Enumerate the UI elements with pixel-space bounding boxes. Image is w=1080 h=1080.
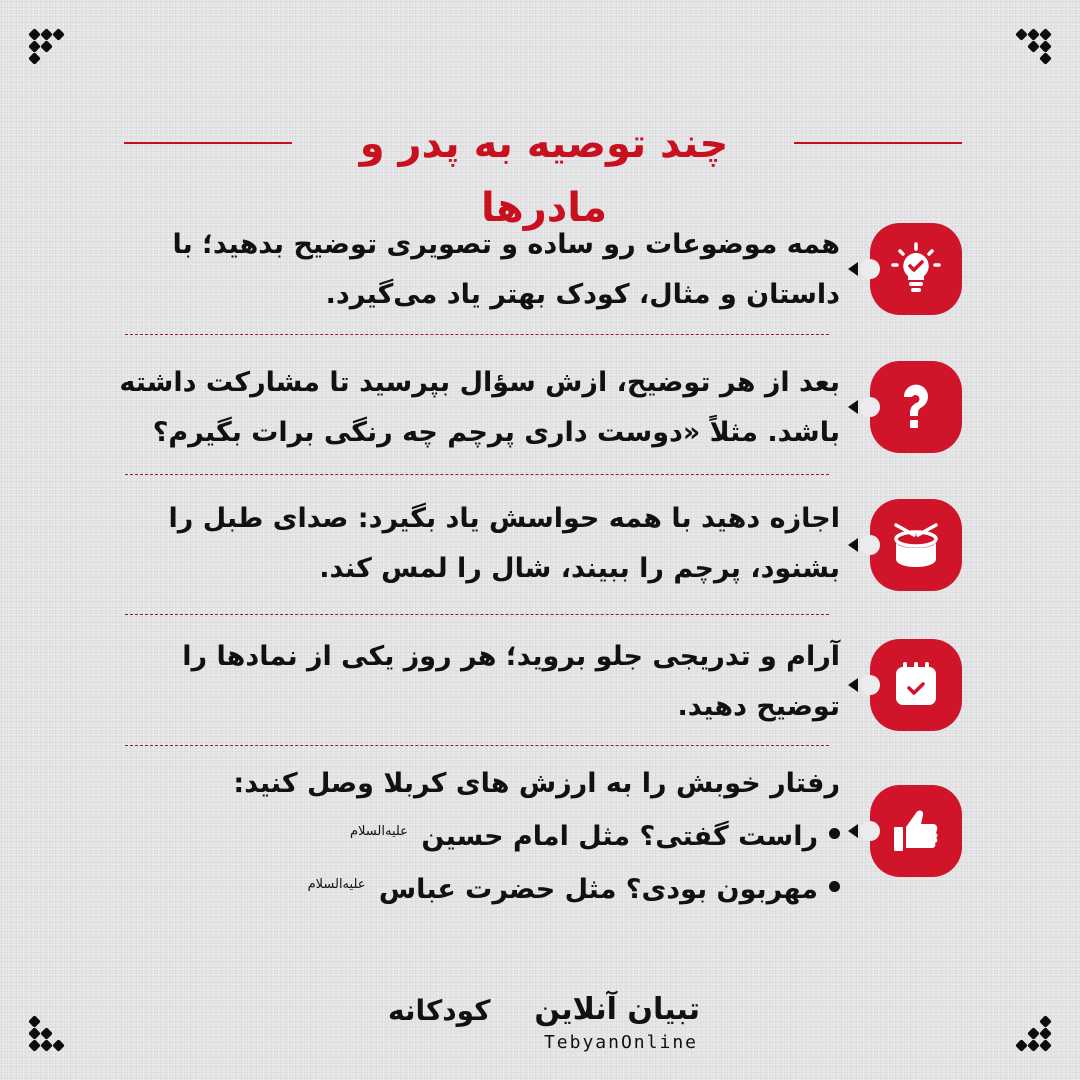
tip-text [118,358,840,458]
thumbs-up-icon [888,803,944,859]
bullet-item [118,861,840,914]
tip-item-4 [100,632,980,742]
tip-line: آرام و تدریجی جلو بروید؛ هر روز یکی از نمادها را [182,641,840,672]
title-rule-right [794,142,962,144]
tip-icon-badge [870,639,962,731]
pointer-arrow-icon [848,262,858,276]
tip-line: بشنود، پرچم را ببیند، شال را لمس کند. [319,553,840,584]
pointer-arrow-icon [848,538,858,552]
brand-name-fa: تبیان آنلاین [534,992,700,1027]
tip-line: اجازه دهید با همه حواسش یاد بگیرد: صدای طبل را [168,503,840,534]
tip-item-2 [100,355,980,465]
tip-icon-badge [870,499,962,591]
tip-icon-badge [870,361,962,453]
badge-notch [860,397,880,417]
title-section [0,112,1080,231]
tip-item-3 [100,492,980,602]
calendar-check-icon [888,657,944,713]
dashed-divider [125,745,829,746]
tip-text [118,760,840,914]
tip-item-1 [100,215,980,325]
corner-ornament-bottom-left [30,1010,70,1050]
corner-ornament-top-left [30,30,70,70]
tip-line: باشد. مثلاً «دوست داری پرچم چه رنگی برات بگیرم؟ [152,417,840,448]
tip-line: بعد از هر توضیح، ازش سؤال بپرسید تا مشارکت داشته [119,367,840,398]
dashed-divider [125,474,829,475]
dashed-divider [125,334,829,335]
tip-icon-badge [870,223,962,315]
honorific: علیه‌السلام [350,824,408,839]
bullet-text: مهربون بودی؟ مثل حضرت عباس [378,874,818,905]
brand-kids-label: کودکانه [388,994,491,1027]
tip-line: داستان و مثال، کودک بهتر یاد می‌گیرد. [325,279,840,310]
tip-line: همه موضوعات رو ساده و تصویری توضیح بدهید؛ با [172,229,840,260]
dashed-divider [125,614,829,615]
badge-notch [860,259,880,279]
bullet-item [118,808,840,861]
tip-line: توضیح دهید. [677,691,840,722]
brand-name-en: TebyanOnline [543,1032,698,1053]
tip-line: رفتار خوبش را به ارزش های کربلا وصل کنید: [233,768,840,799]
badge-notch [860,535,880,555]
pointer-arrow-icon [848,678,858,692]
tip-icon-badge [870,785,962,877]
pointer-arrow-icon [848,400,858,414]
corner-ornament-bottom-right [1010,1010,1050,1050]
bullet-dot-icon [829,881,840,892]
question-mark-icon [888,379,944,435]
tip-text [118,494,840,594]
bullet-text: راست گفتی؟ مثل امام حسین [421,821,818,852]
footer-logo [380,990,710,1060]
tip-text [118,220,840,320]
badge-notch [860,675,880,695]
page-title: چند توصیه به پدر و مادرها [359,121,729,231]
title-rule-left [124,142,292,144]
corner-ornament-top-right [1010,30,1050,70]
honorific: علیه‌السلام [307,877,366,892]
tip-text [118,632,840,732]
drum-icon [888,517,944,573]
badge-notch [860,821,880,841]
pointer-arrow-icon [848,824,858,838]
bullet-dot-icon [829,828,840,839]
bullet-list [118,808,840,914]
lightbulb-check-icon [888,241,944,297]
tip-item-5 [100,765,980,915]
